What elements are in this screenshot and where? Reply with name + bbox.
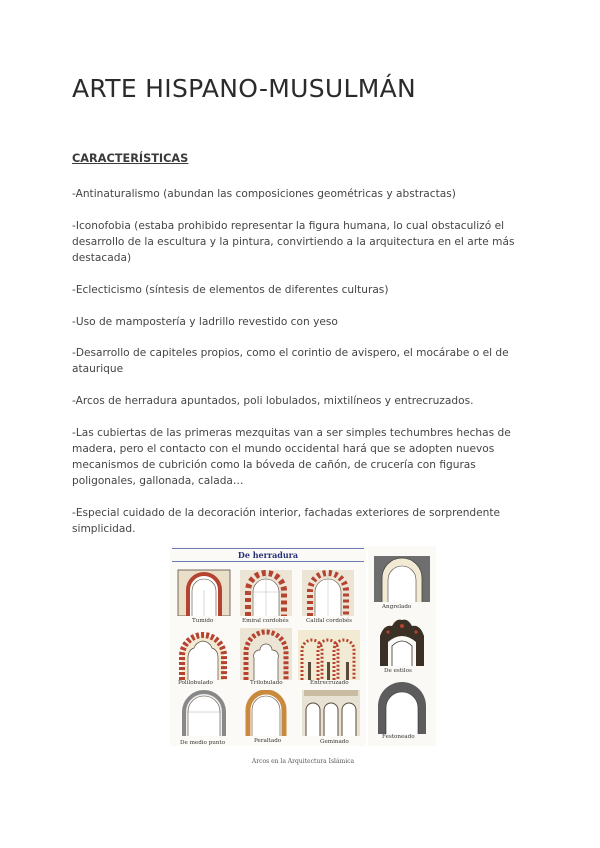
- tumido-arch-image: [176, 564, 232, 616]
- califal-arch-image: [300, 564, 356, 616]
- emiral-arch-image: [238, 564, 294, 616]
- figure-caption: Arcos en la Arquitectura Islámica: [251, 758, 355, 765]
- festoneado-arch-image: [374, 682, 430, 734]
- angrelado-caption: Angrelado: [382, 604, 412, 610]
- paragraph-eclecticismo: -Eclecticismo (síntesis de elementos de diferentes culturas): [72, 283, 389, 296]
- angrelado-arch-image: [372, 554, 432, 602]
- peraltado-arch-image: [240, 690, 292, 736]
- de-estilos-arch-image: [374, 616, 430, 666]
- paragraph-materiales: -Uso de mampostería y ladrillo revestido con yeso: [72, 315, 338, 328]
- polilobulado-arch-image: [174, 628, 232, 680]
- page-title: ARTE HISPANO-MUSULMÁN: [72, 74, 417, 103]
- entrecruzado-arch-image: [298, 626, 360, 680]
- paragraph-cubiertas: -Las cubiertas de las primeras mezquitas van a ser simples techumbres hechas de madera, pero el contacto con el mundo occidental hará que se adopten nuevos mecanismos de cubrición como la bóveda de cañón, de crucería con figuras poligonales, gallonada, calada…: [72, 426, 511, 488]
- geminado-caption: Geminado: [320, 739, 349, 745]
- paragraph-capiteles: -Desarrollo de capiteles propios, como el corintio de avispero, el mocárabe o el de ataurique: [72, 347, 509, 376]
- de-estilos-caption: De estilos: [384, 668, 412, 674]
- geminado-arch-image: [302, 688, 360, 736]
- paragraph-decoracion: -Especial cuidado de la decoración interior, fachadas exteriores de sorprendente simplicidad.: [72, 507, 501, 536]
- trilobulado-arch-image: [238, 626, 294, 680]
- peraltado-caption: Peraltado: [254, 738, 282, 744]
- medio-punto-caption: De medio punto: [180, 740, 226, 746]
- paragraph-iconofobia: -Iconofobia (estaba prohibido representar la figura humana, lo cual obstaculizó el desarrollo de la escultura y la pintura, convirtiendo a la arquitectura en el arte más destacada): [72, 219, 515, 265]
- other-arches-panel: [368, 546, 436, 746]
- polilobulado-caption: Polilobulado: [178, 680, 213, 686]
- horseshoe-arches-panel: [170, 546, 366, 746]
- tumido-caption: Tumido: [192, 618, 214, 624]
- arch-types-figure: [170, 546, 436, 746]
- characteristics-list: [72, 186, 534, 553]
- trilobulado-caption: Trilobulado: [250, 680, 283, 686]
- medio-punto-arch-image: [176, 690, 232, 736]
- section-heading: CARACTERÍSTICAS: [72, 152, 189, 165]
- figure-header: De herradura: [172, 548, 364, 562]
- paragraph-antinaturalismo: -Antinaturalismo (abundan las composiciones geométricas y abstractas): [72, 188, 456, 200]
- emiral-caption: Emiral cordobés: [242, 618, 289, 624]
- festoneado-caption: Festoneado: [382, 734, 415, 740]
- califal-caption: Califal cordobés: [306, 618, 353, 624]
- entrecruzado-caption: Entrecruzado: [310, 680, 349, 686]
- paragraph-arcos: -Arcos de herradura apuntados, poli lobulados, mixtilíneos y entrecruzados.: [72, 395, 474, 408]
